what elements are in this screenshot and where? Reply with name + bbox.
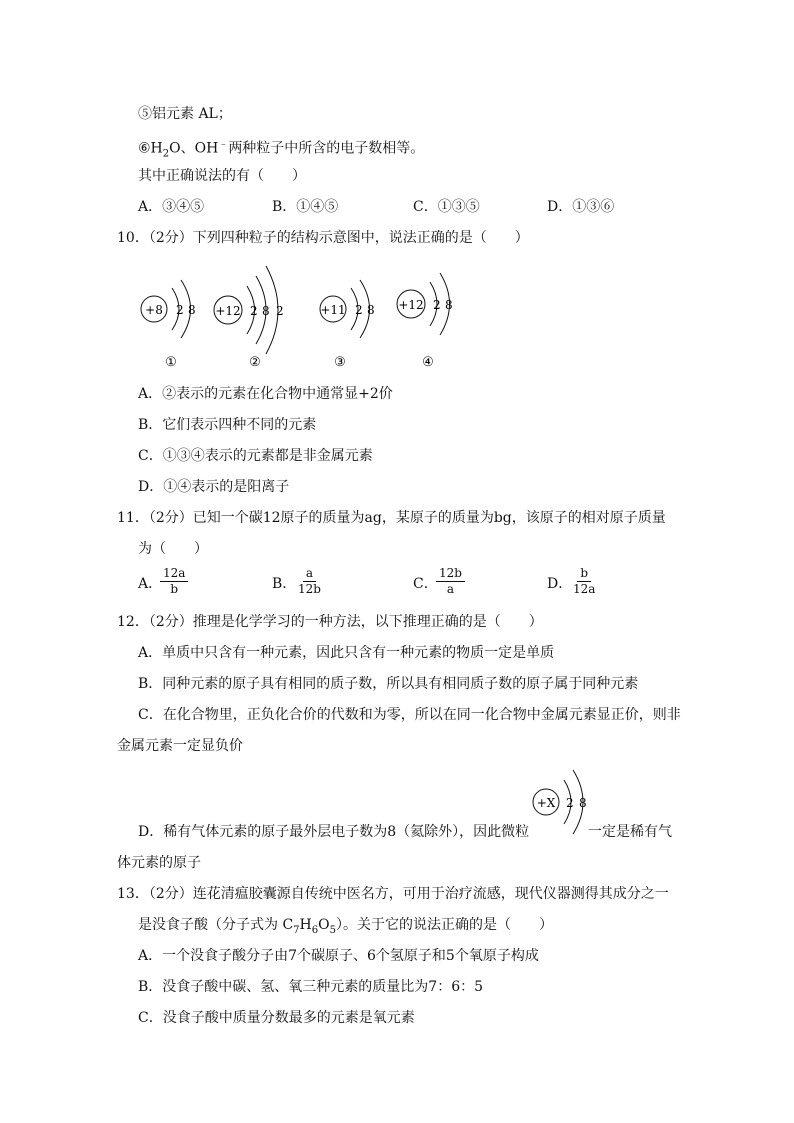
q13-sub-h: 6: [311, 924, 319, 936]
q9-item6-sub: 2: [162, 148, 170, 160]
q12-diagram-nucleus: +X: [536, 796, 556, 810]
q11-stem-line2: 为（ ）: [138, 541, 208, 557]
q10-diagram-2-label: ②: [249, 355, 261, 370]
q9-item5: ⑤铝元素 AL；: [138, 106, 232, 122]
q12-diagram-shell-1: 2: [566, 796, 574, 810]
q11-option-b-den: 12b: [298, 582, 321, 596]
q11-option-b-letter: B．: [272, 576, 297, 592]
q10-diagram-4-label: ④: [422, 355, 434, 370]
q11-option-a-fraction: [160, 566, 188, 597]
q11-option-b-fraction: [295, 566, 324, 597]
q10-diagram-4-nucleus: +12: [398, 298, 424, 312]
q10-diagram-4: [397, 273, 453, 370]
q9-item6-part-c: 两种粒子中所含的电子数相等。: [228, 140, 425, 157]
q11-option-c-num: 12b: [436, 566, 465, 582]
q13-stem-line1: 13．（2分）连花清瘟胶囊源自传统中医名方，可用于治疗流感，现代仪器测得其成分之一: [117, 886, 669, 902]
q10-diagram-2-shell-1: 2: [250, 304, 258, 318]
q13-sub-c: 7: [293, 924, 300, 936]
q9-option-b: B．①④⑤: [272, 199, 339, 215]
q11-option-a-num: 12a: [160, 566, 188, 582]
q10-diagram-3-shell-2: 8: [367, 303, 375, 317]
q13-option-b: B．没食子酸中碳、氢、氧三种元素的质量比为7：6：5: [138, 979, 484, 995]
q12-option-c-line1: C．在化合物里，正负化合价的代数和为零，所以在同一化合物中金属元素显正价，则非: [138, 707, 681, 723]
q10-diagram-1: [141, 280, 196, 370]
q10-option-c: C．①③④表示的元素都是非金属元素: [138, 448, 373, 464]
q9-option-c: C．①③⑤: [413, 199, 480, 215]
q10-option-b: B．它们表示四种不同的元素: [138, 417, 317, 433]
q10-diagram-4-shell-2: 8: [445, 298, 453, 312]
q13-stem-line2-c: O: [318, 917, 330, 933]
q10-diagram-2-nucleus: +12: [215, 304, 241, 318]
q9-item6-sup: ﹣: [218, 139, 229, 150]
q11-option-c-letter: C．: [413, 576, 438, 592]
q11-option-d-fraction: [570, 566, 598, 597]
q12-option-d-line2: 体元素的原子: [117, 855, 201, 871]
q9-item6-part-b: O、OH: [169, 140, 219, 157]
q10-diagram-2: [214, 266, 284, 370]
q11-option-c-fraction: [436, 566, 465, 597]
q10-option-a: A．②表示的元素在化合物中通常显+2价: [138, 386, 393, 402]
q10-diagram-2-shell-3: 2: [276, 304, 284, 318]
q10-diagram-1-label: ①: [165, 355, 177, 370]
q12-option-c-line2: 金属元素一定显负价: [117, 738, 243, 754]
q11-option-d-den: 12a: [573, 582, 596, 596]
q12-option-d-part2: 一定是稀有气: [588, 824, 672, 840]
q13-stem-line2-a: 是没食子酸（分子式为 C: [138, 917, 294, 933]
q9-item6-part-a: ⑥H: [138, 140, 163, 157]
q10-diagram-1-nucleus: +8: [145, 303, 163, 317]
q10-diagram-1-shell-2: 8: [188, 303, 196, 317]
q9-option-d: D．①③⑥: [547, 199, 615, 215]
q10-diagram-3-nucleus: +11: [320, 303, 346, 317]
q9-item6: [138, 135, 424, 164]
q13-stem-line2: [138, 915, 553, 941]
q10-structure-diagrams: [0, 262, 794, 372]
q12-option-a: A．单质中只含有一种元素，因此只含有一种元素的物质一定是单质: [138, 645, 555, 661]
q11-option-d-letter: D．: [547, 576, 573, 592]
q13-stem-line2-b: H: [299, 917, 312, 933]
q10-diagram-4-shell-1: 2: [433, 298, 441, 312]
q10-option-d: D．①④表示的是阳离子: [138, 479, 290, 495]
q10-diagram-1-shell-1: 2: [176, 303, 184, 317]
q12-stem: 12．（2分）推理是化学学习的一种方法，以下推理正确的是（ ）: [117, 614, 543, 630]
q13-sub-o: 5: [329, 924, 336, 936]
q10-stem: 10．（2分）下列四种粒子的结构示意图中，说法正确的是（ ）: [117, 230, 529, 246]
q10-diagram-3: [320, 280, 375, 370]
q11-stem-line1: 11．（2分）已知一个碳12原子的质量为ag，某原子的质量为bg，该原子的相对原子质量: [117, 510, 666, 526]
q11-option-c-den: a: [446, 582, 455, 596]
q13-option-c: C．没食子酸中质量分数最多的元素是氧元素: [138, 1010, 415, 1026]
q11-option-a-letter: A．: [138, 576, 163, 592]
q13-option-a: A．一个没食子酸分子由7个碳原子、6个氢原子和5个氧原子构成: [138, 948, 539, 964]
q10-diagram-2-shell-2: 8: [262, 304, 270, 318]
q10-diagram-3-label: ③: [334, 355, 346, 370]
q11-option-d-num: b: [577, 566, 591, 582]
q11-option-b-num: a: [303, 566, 316, 582]
q9-stem: 其中正确说法的有（ ）: [138, 168, 306, 184]
q12-diagram-shell-2: 8: [579, 796, 587, 810]
q13-stem-line2-d: ）。关于它的说法正确的是（ ）: [336, 917, 553, 933]
q12-option-d-part1: D．稀有气体元素的原子最外层电子数为8（氦除外），因此微粒: [138, 824, 530, 840]
q10-diagram-3-shell-1: 2: [355, 303, 363, 317]
q12-option-b: B．同种元素的原子具有相同的质子数，所以具有相同质子数的原子属于同种元素: [138, 676, 639, 692]
q9-option-a: A．③④⑤: [138, 199, 205, 215]
q11-option-a-den: b: [170, 582, 179, 596]
